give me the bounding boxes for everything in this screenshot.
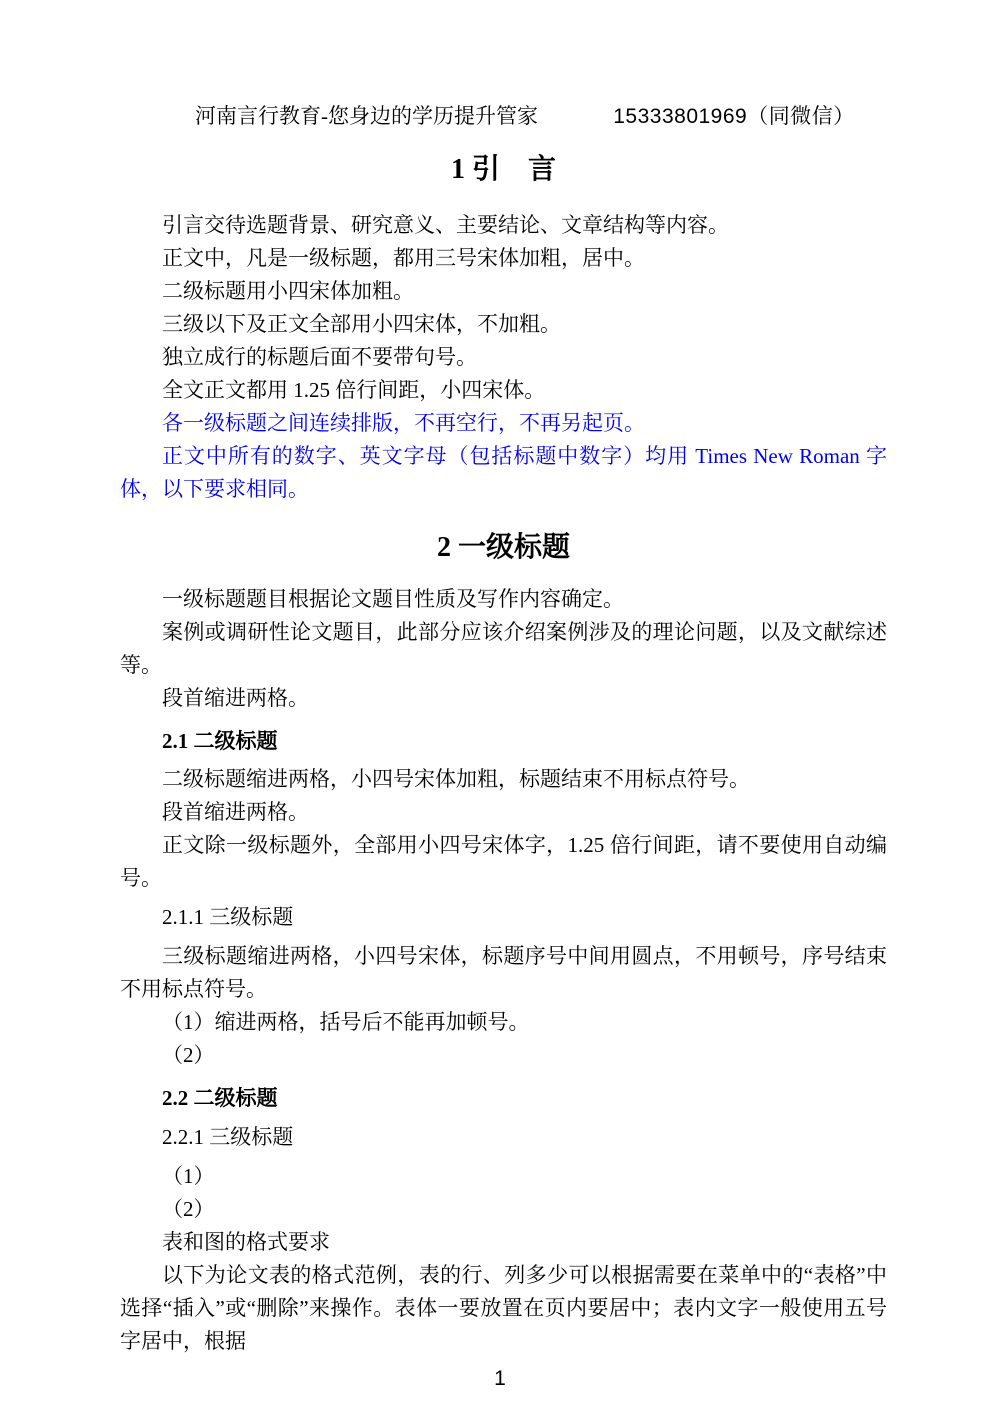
paragraph: 二级标题缩进两格，小四号宋体加粗，标题结束不用标点符号。 (162, 767, 750, 791)
paragraph: 三级标题缩进两格，小四号宋体，标题序号中间用圆点，不用顿号，序号结束不用标点符号。 (120, 944, 887, 1001)
paragraph: 表和图的格式要求 (162, 1230, 330, 1254)
paragraph: 案例或调研性论文题目，此部分应该介绍案例涉及的理论问题，以及文献综述等。 (120, 620, 887, 677)
subsection-2-2-1-heading: 2.2.1 三级标题 (162, 1125, 294, 1149)
section-1-title: 1 引 言 (450, 154, 556, 185)
page-header (0, 0, 1000, 133)
subsection-2-2-heading: 2.2 二级标题 (162, 1086, 278, 1110)
paragraph: 一级标题题目根据论文题目性质及写作内容确定。 (162, 587, 624, 611)
paragraph: 二级标题用小四宋体加粗。 (162, 279, 414, 303)
page-number: 1 (494, 1367, 506, 1390)
section-2-title: 2 一级标题 (436, 532, 570, 563)
paragraph: 正文除一级标题外，全部用小四号宋体字，1.25 倍行间距，请不要使用自动编号。 (120, 833, 887, 890)
header-phone-text: 15333801969（同微信） (613, 105, 855, 128)
paragraph: 正文中，凡是一级标题，都用三号宋体加粗，居中。 (162, 246, 645, 270)
paragraph: （2） (162, 1043, 215, 1067)
paragraph: 段首缩进两格。 (162, 686, 309, 710)
paragraph: （2） (162, 1197, 215, 1221)
paragraph: 段首缩进两格。 (162, 800, 309, 824)
paragraph: 引言交待选题背景、研究意义、主要结论、文章结构等内容。 (162, 213, 729, 237)
subsection-2-1-1-heading: 2.1.1 三级标题 (162, 905, 294, 929)
paragraph: （1）缩进两格，括号后不能再加顿号。 (162, 1010, 530, 1034)
subsection-2-1-heading: 2.1 二级标题 (162, 729, 278, 753)
highlighted-paragraph: 正文中所有的数字、英文字母（包括标题中数字）均用 Times New Roman 字体，以下要求相同。 (120, 444, 887, 501)
paragraph: 独立成行的标题后面不要带句号。 (162, 345, 477, 369)
header-brand-text: 河南言行教育-您身边的学历提升管家 (195, 104, 538, 128)
paragraph: 以下为论文表的格式范例，表的行、列多少可以根据需要在菜单中的“表格”中选择“插入”或“删除”来操作。表体一要放置在页内要居中；表内文字一般使用五号字居中，根据 (120, 1263, 887, 1353)
document-body (120, 150, 887, 1358)
paragraph: 全文正文都用 1.25 倍行间距，小四宋体。 (162, 378, 546, 402)
paragraph: 三级以下及正文全部用小四宋体，不加粗。 (162, 312, 561, 336)
paragraph: （1） (162, 1164, 215, 1188)
highlighted-paragraph: 各一级标题之间连续排版，不再空行，不再另起页。 (162, 411, 645, 435)
